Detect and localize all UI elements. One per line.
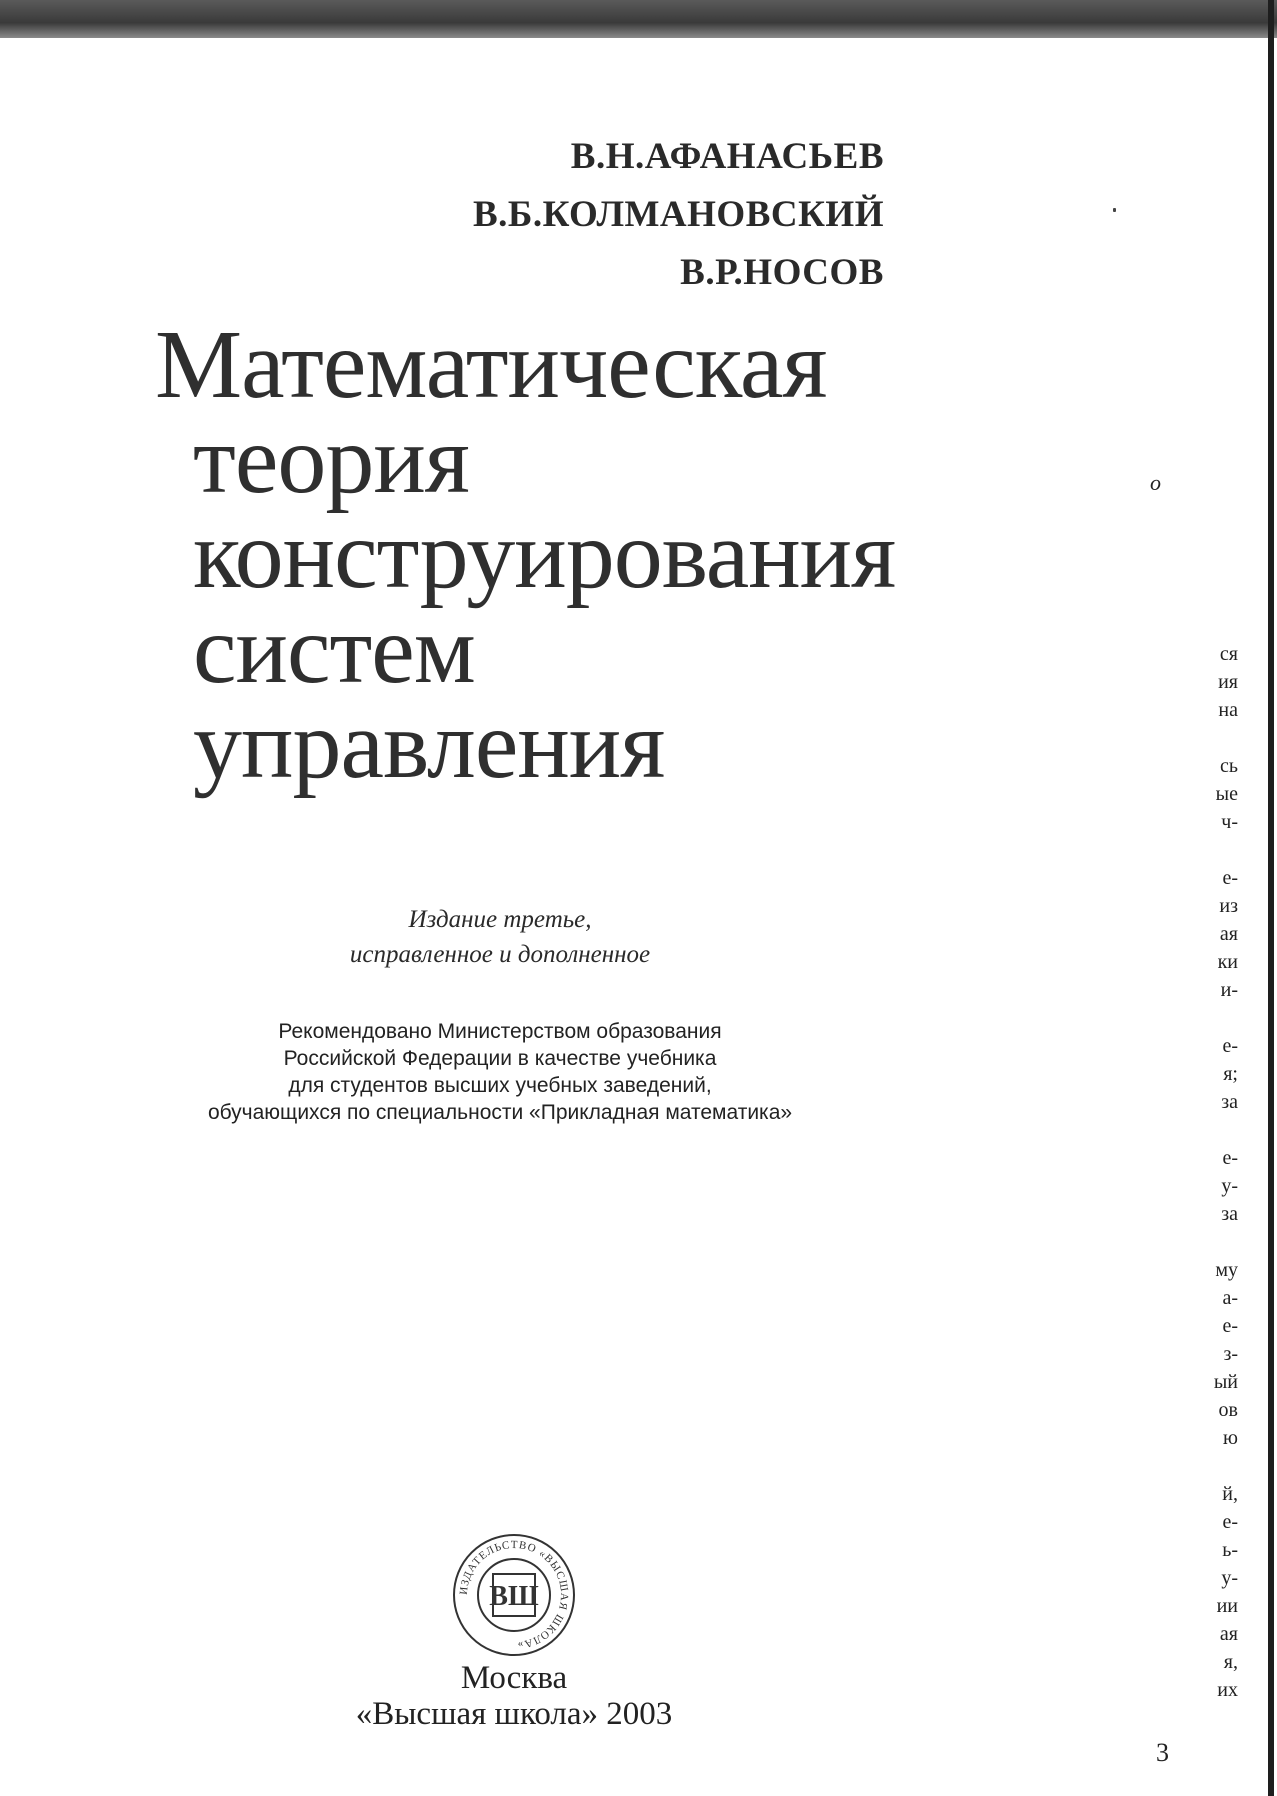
seal-monogram: ВШ [489, 1581, 539, 1612]
publisher-seal-icon [449, 1530, 579, 1660]
margin-fragment: е- [1222, 867, 1238, 889]
scan-binding-edge [1268, 0, 1274, 1796]
margin-fragment: из [1219, 895, 1238, 917]
margin-fragment: му [1215, 1259, 1238, 1281]
margin-fragment: за [1221, 1091, 1238, 1113]
title-line-2: теория [193, 406, 469, 514]
page-number: 3 [1156, 1738, 1169, 1767]
imprint-city: Москва [460, 1660, 568, 1696]
author-2: В.Б.КОЛМАНОВСКИЙ [472, 194, 884, 235]
seal-ring-text: ИЗДАТЕЛЬСТВО «ВЫСШАЯ ШКОЛА» [457, 1538, 571, 1651]
margin-fragment: ый [1213, 1371, 1238, 1393]
margin-fragment: е- [1222, 1147, 1238, 1169]
scan-edge-band [0, 0, 1277, 38]
margin-fragment: ии [1216, 1595, 1238, 1617]
author-1: В.Н.АФАНАСЬЕВ [570, 136, 884, 177]
recommendation-line-2: Российской Федерации в качестве учебника [283, 1047, 717, 1070]
margin-fragment: на [1218, 699, 1238, 721]
margin-fragment [1138, 1004, 1238, 1032]
author-3: В.Р.НОСОВ [680, 252, 884, 293]
recommendation-line-4: обучающихся по специальности «Прикладная математика» [207, 1101, 793, 1124]
margin-fragment: е- [1222, 1035, 1238, 1057]
book-title [155, 311, 896, 799]
margin-fragment: ки [1217, 951, 1238, 973]
margin-fragment: з- [1223, 1343, 1238, 1365]
margin-fragment: их [1217, 1679, 1238, 1701]
margin-fragment [1138, 1116, 1238, 1144]
margin-fragment: у- [1221, 1175, 1238, 1197]
margin-fragment: ые [1215, 783, 1238, 805]
margin-fragment: е- [1222, 1511, 1238, 1533]
margin-fragment: ов [1218, 1399, 1238, 1421]
recommendation-block [0, 1018, 1000, 1126]
margin-fragment: за [1221, 1203, 1238, 1225]
margin-fragment [1138, 1228, 1238, 1256]
margin-fragment: у- [1221, 1567, 1238, 1589]
title-line-3: конструирования [193, 501, 896, 609]
scan-speck [1113, 208, 1116, 212]
margin-fragment [1138, 836, 1238, 864]
margin-fragment: ся [1219, 643, 1238, 665]
margin-fragment [1138, 1452, 1238, 1480]
margin-fragment: и- [1220, 979, 1238, 1001]
margin-fragment: ая [1219, 1623, 1238, 1645]
title-line-4: систем [193, 596, 475, 704]
bleed-through-margin [1138, 640, 1238, 1704]
imprint-block [294, 1660, 734, 1732]
title-line-1: Математическая [155, 311, 827, 419]
recommendation-line-1: Рекомендовано Министерством образования [278, 1020, 722, 1043]
margin-fragment: ь- [1222, 1539, 1238, 1561]
authors-block [473, 128, 884, 302]
margin-fragment [1138, 724, 1238, 752]
margin-fragment: й, [1222, 1483, 1238, 1505]
margin-fragment: ая [1219, 923, 1238, 945]
edition-line-2: исправленное и дополненное [349, 941, 651, 968]
margin-fragment: ия [1218, 671, 1238, 693]
margin-fragment: е- [1222, 1315, 1238, 1337]
margin-fragment: я, [1223, 1651, 1238, 1673]
margin-fragment: сь [1220, 755, 1238, 777]
title-line-5: управления [193, 691, 665, 799]
edition-note [0, 902, 1000, 972]
margin-fragment: ю [1223, 1427, 1238, 1449]
margin-fragment-o: о [1150, 470, 1161, 495]
recommendation-line-3: для студентов высших учебных заведений, [288, 1074, 712, 1097]
margin-fragment: ч- [1221, 811, 1238, 833]
margin-fragment: а- [1222, 1287, 1238, 1309]
edition-line-1: Издание третье, [408, 906, 592, 933]
margin-fragment: я; [1223, 1063, 1238, 1085]
imprint-publisher-year: «Высшая школа» 2003 [355, 1696, 673, 1732]
